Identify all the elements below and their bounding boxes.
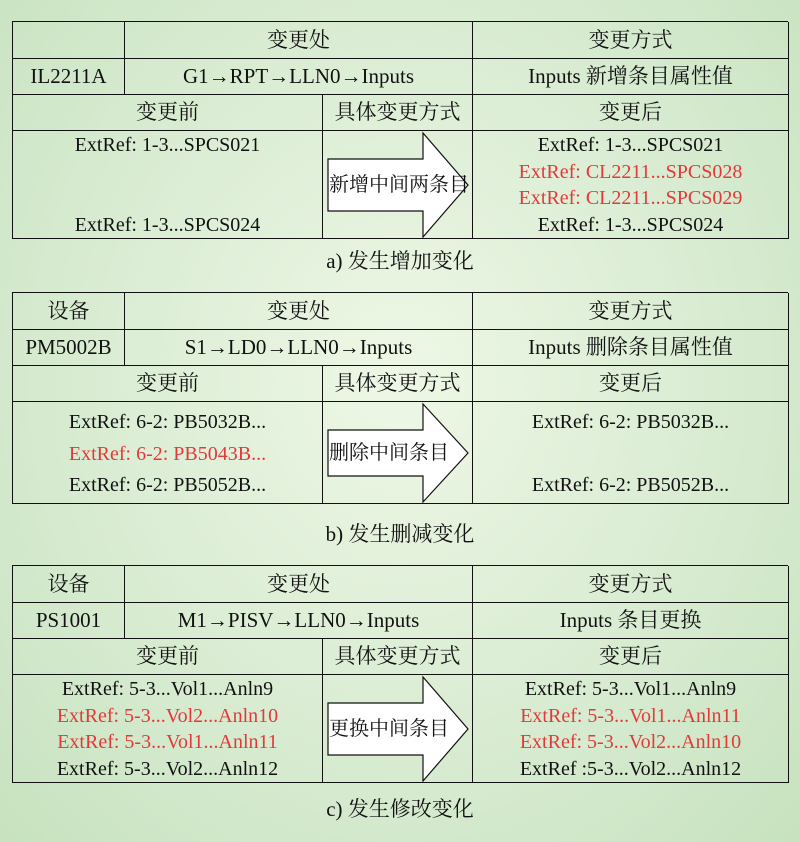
panel-decrease — [12, 292, 788, 546]
mode-header: 变更方式 — [473, 22, 789, 59]
list-item: ExtRef: 5-3...Vol1...Anln9 — [61, 678, 274, 700]
list-item: ExtRef: 6-2: PB5052B... — [68, 474, 267, 496]
caption: b) 发生删减变化 — [325, 522, 475, 546]
method-header: 具体变更方式 — [323, 95, 473, 131]
list-item: ExtRef: 1-3...SPCS024 — [74, 214, 261, 236]
before-header: 变更前 — [13, 639, 323, 675]
method-arrow-cell — [323, 402, 473, 504]
panel-modify — [12, 565, 788, 821]
after-header: 变更后 — [473, 95, 789, 131]
location-value: G1→RPT→LLN0→Inputs — [125, 59, 473, 95]
after-list — [473, 675, 788, 782]
device-header — [13, 22, 125, 59]
after-list-cell — [473, 402, 789, 504]
location-value: S1→LD0→LLN0→Inputs — [125, 330, 473, 366]
list-item: ExtRef: 5-3...Vol2...Anln12 — [56, 757, 279, 780]
list-item-added: ExtRef: CL2211...SPCS029 — [518, 187, 743, 210]
method-label: 删除中间条目 — [329, 441, 449, 464]
caption: c) 发生修改变化 — [326, 797, 474, 821]
mode-value: Inputs 新增条目属性值 — [473, 59, 789, 95]
mode-value: Inputs 删除条目属性值 — [473, 330, 789, 366]
list-item: ExtRef: 6-2: PB5052B... — [531, 474, 730, 496]
before-list — [13, 131, 322, 238]
list-item-changed: ExtRef: 5-3...Vol1...Anln11 — [520, 704, 741, 727]
list-item: ExtRef: 6-2: PB5032B... — [531, 411, 730, 433]
mode-header: 变更方式 — [473, 293, 789, 330]
before-header: 变更前 — [13, 366, 323, 402]
caption: a) 发生增加变化 — [326, 249, 474, 273]
location-header: 变更处 — [125, 566, 473, 603]
method-label: 更换中间条目 — [329, 717, 449, 740]
list-item-added: ExtRef: CL2211...SPCS028 — [518, 160, 743, 183]
mode-value: Inputs 条目更换 — [473, 603, 789, 639]
location-header: 变更处 — [125, 293, 473, 330]
list-item: ExtRef :5-3...Vol2...Anln12 — [519, 757, 742, 780]
method-arrow-cell — [323, 675, 473, 783]
mode-header: 变更方式 — [473, 566, 789, 603]
after-header: 变更后 — [473, 639, 789, 675]
list-item: ExtRef: 1-3...SPCS021 — [537, 134, 724, 156]
list-item: ExtRef: 6-2: PB5032B... — [68, 411, 267, 433]
device-header: 设备 — [13, 566, 125, 603]
device-value: PS1001 — [13, 603, 125, 639]
list-item: ExtRef: 1-3...SPCS021 — [74, 134, 261, 156]
before-list-cell — [13, 131, 323, 239]
device-header: 设备 — [13, 293, 125, 330]
location-header: 变更处 — [125, 22, 473, 59]
list-item-changed: ExtRef: 5-3...Vol2...Anln10 — [519, 731, 742, 754]
method-header: 具体变更方式 — [323, 366, 473, 402]
list-item-removed: ExtRef: 6-2: PB5043B... — [68, 442, 267, 465]
after-list-cell — [473, 675, 789, 783]
method-header: 具体变更方式 — [323, 639, 473, 675]
list-item: ExtRef: 1-3...SPCS024 — [537, 213, 724, 236]
after-list — [473, 131, 788, 238]
method-label: 新增中间两条目 — [329, 173, 469, 196]
method-arrow-cell — [323, 131, 473, 239]
after-list — [473, 402, 788, 503]
before-list — [13, 402, 322, 503]
device-value: IL2211A — [13, 59, 125, 95]
panel-increase — [12, 21, 788, 273]
location-value: M1→PISV→LLN0→Inputs — [125, 603, 473, 639]
before-header: 变更前 — [13, 95, 323, 131]
device-value: PM5002B — [13, 330, 125, 366]
before-list — [13, 675, 322, 782]
list-item-changed: ExtRef: 5-3...Vol1...Anln11 — [57, 731, 278, 754]
after-header: 变更后 — [473, 366, 789, 402]
before-list-cell — [13, 675, 323, 783]
after-list-cell — [473, 131, 789, 239]
before-list-cell — [13, 402, 323, 504]
list-item-changed: ExtRef: 5-3...Vol2...Anln10 — [56, 704, 279, 727]
list-item: ExtRef: 5-3...Vol1...Anln9 — [524, 678, 737, 700]
